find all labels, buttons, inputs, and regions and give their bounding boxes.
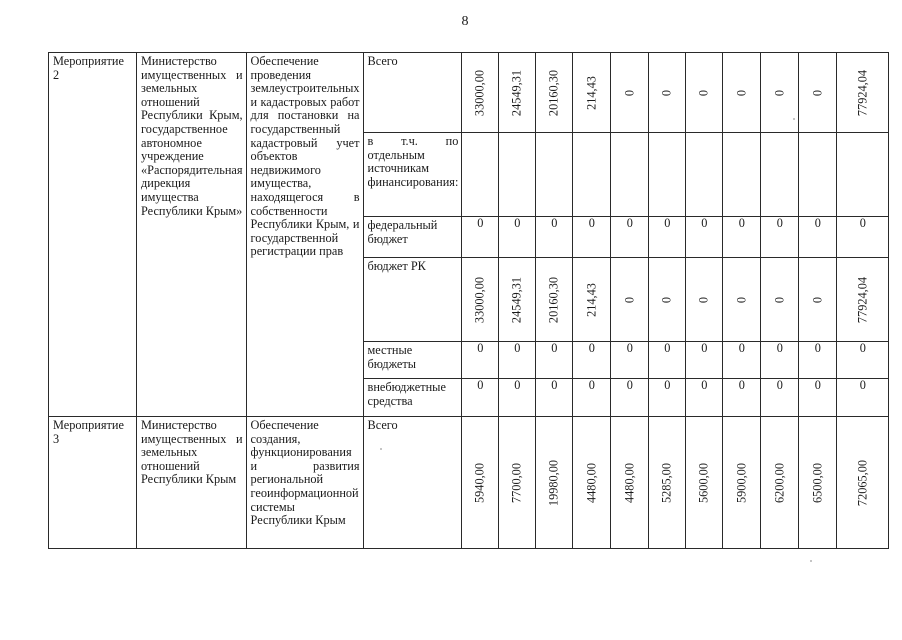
value-cell: 4480,00 xyxy=(584,462,599,503)
value-cell: 0 xyxy=(701,378,708,392)
value-cell: 0 xyxy=(776,341,783,355)
source-label: Всего xyxy=(363,53,462,133)
value-cell: 0 xyxy=(664,378,671,392)
measure-2-executor: Министерство имущественных и земельных отношений Республики Крым, государственное автономное учреждение «Распорядительная дирекция имущества Республики Крым» xyxy=(137,53,247,417)
value-cell: 0 xyxy=(477,216,484,230)
value-cell: 0 xyxy=(551,341,558,355)
scan-speck xyxy=(810,560,812,562)
total-cell: 77924,04 xyxy=(855,276,870,323)
value-cell: 0 xyxy=(696,89,711,96)
value-cell: 214,43 xyxy=(584,75,599,110)
value-cell: 0 xyxy=(814,378,821,392)
value-cell: 0 xyxy=(588,341,595,355)
value-cell: 0 xyxy=(814,216,821,230)
source-label: бюджет РК xyxy=(363,258,462,342)
value-cell: 0 xyxy=(810,89,825,96)
value-cell: 0 xyxy=(776,216,783,230)
value-cell: 0 xyxy=(659,89,674,96)
page-number: 8 xyxy=(461,14,469,29)
value-cell: 0 xyxy=(514,341,521,355)
value-cell: 0 xyxy=(626,378,633,392)
value-cell: 0 xyxy=(734,89,749,96)
value-cell: 5940,00 xyxy=(472,462,487,503)
total-cell: 77924,04 xyxy=(855,69,870,116)
total-cell: 72065,00 xyxy=(855,459,870,506)
table-row xyxy=(49,53,889,133)
value-cell: 0 xyxy=(810,296,825,303)
value-cell: 0 xyxy=(626,216,633,230)
measure-2-description: Обеспечение проведения землеустроительных и кадастровых работ для постановки на государственный кадастровый учет объектов недвижимого имущества, находящегося в собственности Республики Крым, и государственной регистрации прав xyxy=(246,53,363,417)
measure-3-name: Мероприятие 3 xyxy=(49,417,137,549)
value-cell: 214,43 xyxy=(584,282,599,317)
value-cell: 4480,00 xyxy=(622,462,637,503)
total-cell: 0 xyxy=(859,216,866,230)
value-cell: 33000,00 xyxy=(472,276,487,323)
value-cell: 0 xyxy=(514,378,521,392)
source-label: в т.ч. по отдельным источникам финансирования: xyxy=(363,133,462,217)
value-cell: 0 xyxy=(622,89,637,96)
value-cell: 0 xyxy=(738,341,745,355)
value-cell: 0 xyxy=(659,296,674,303)
value-cell: 20160,30 xyxy=(546,276,561,323)
source-label: федеральный бюджет xyxy=(363,217,462,258)
value-cell: 0 xyxy=(664,216,671,230)
value-cell: 0 xyxy=(776,378,783,392)
scan-speck xyxy=(793,118,795,120)
value-cell: 33000,00 xyxy=(472,69,487,116)
scan-speck xyxy=(380,448,382,450)
value-cell: 7700,00 xyxy=(509,462,524,503)
value-cell: 6200,00 xyxy=(772,462,787,503)
value-cell: 5600,00 xyxy=(696,462,711,503)
value-cell: 0 xyxy=(551,216,558,230)
measure-2-name: Мероприятие 2 xyxy=(49,53,137,417)
source-label: внебюджетные средства xyxy=(363,379,462,417)
value-cell: 0 xyxy=(588,378,595,392)
value-cell: 0 xyxy=(738,378,745,392)
value-cell: 0 xyxy=(551,378,558,392)
total-cell: 0 xyxy=(859,341,866,355)
value-cell: 20160,30 xyxy=(546,69,561,116)
value-cell: 24549,31 xyxy=(509,69,524,116)
value-cell: 0 xyxy=(772,296,787,303)
source-label: Всего xyxy=(363,417,462,549)
value-cell: 0 xyxy=(477,378,484,392)
value-cell: 0 xyxy=(738,216,745,230)
measure-3-executor: Министерство имущественных и земельных отношений Республики Крым xyxy=(137,417,247,549)
value-cell: 0 xyxy=(514,216,521,230)
value-cell: 0 xyxy=(701,216,708,230)
value-cell: 0 xyxy=(588,216,595,230)
value-cell: 0 xyxy=(734,296,749,303)
value-cell: 0 xyxy=(696,296,711,303)
table-row xyxy=(49,417,889,549)
value-cell: 5285,00 xyxy=(659,462,674,503)
value-cell: 0 xyxy=(772,89,787,96)
value-cell: 5900,00 xyxy=(734,462,749,503)
value-cell: 0 xyxy=(477,341,484,355)
total-cell: 0 xyxy=(859,378,866,392)
value-cell: 0 xyxy=(622,296,637,303)
value-cell: 0 xyxy=(664,341,671,355)
measure-3-description: Обеспечение создания, функционирования и развития региональной геоинформационной системы Республики Крым xyxy=(246,417,363,549)
value-cell: 0 xyxy=(701,341,708,355)
value-cell: 0 xyxy=(626,341,633,355)
value-cell: 19980,00 xyxy=(546,459,561,506)
source-label: местные бюджеты xyxy=(363,342,462,379)
value-cell: 24549,31 xyxy=(509,276,524,323)
value-cell: 0 xyxy=(814,341,821,355)
budget-table xyxy=(48,52,889,549)
value-cell: 6500,00 xyxy=(810,462,825,503)
